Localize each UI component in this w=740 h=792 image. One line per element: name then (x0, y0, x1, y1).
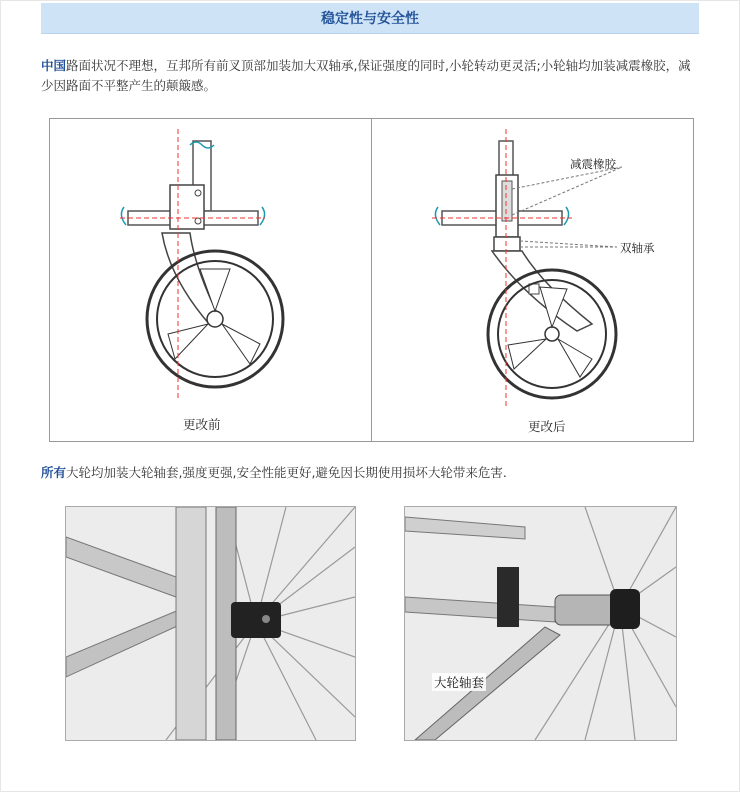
paragraph-text: 大轮均加装大轮轴套,强度更强,安全性能更好,避免因长期使用损坏大轮带来危害. (66, 465, 507, 480)
label-double-bearing: 双轴承 (620, 241, 655, 255)
wheel-hub-photo-right (404, 506, 677, 741)
section-title: 稳定性与安全性 (321, 11, 419, 27)
label-shock-rubber: 减震橡胶 (570, 157, 616, 171)
wheel-hub-illustration-left (66, 507, 355, 740)
paragraph-highlight: 所有 (41, 465, 67, 480)
wheel-hub-illustration-right (405, 507, 676, 740)
paragraph-highlight: 中国 (41, 58, 67, 73)
paragraph-big-wheel (41, 463, 701, 483)
caption-before: 更改前 (183, 417, 221, 432)
wheel-hub-photo-left (65, 506, 356, 741)
caption-after: 更改后 (528, 419, 566, 434)
paragraph-front-fork (41, 56, 701, 96)
hub-sleeve-label: 大轮轴套 (434, 675, 485, 690)
caster-after-drawing (372, 119, 693, 419)
section-title-bar (41, 3, 699, 34)
caster-comparison-diagram (49, 118, 694, 442)
caster-before-drawing (50, 119, 371, 419)
paragraph-text: 路面状况不理想，互邦所有前叉顶部加装加大双轴承,保证强度的同时,小轮转动更灵活;小轮轴均加装减震橡胶，减少因路面不平整产生的颠簸感。 (41, 58, 691, 93)
